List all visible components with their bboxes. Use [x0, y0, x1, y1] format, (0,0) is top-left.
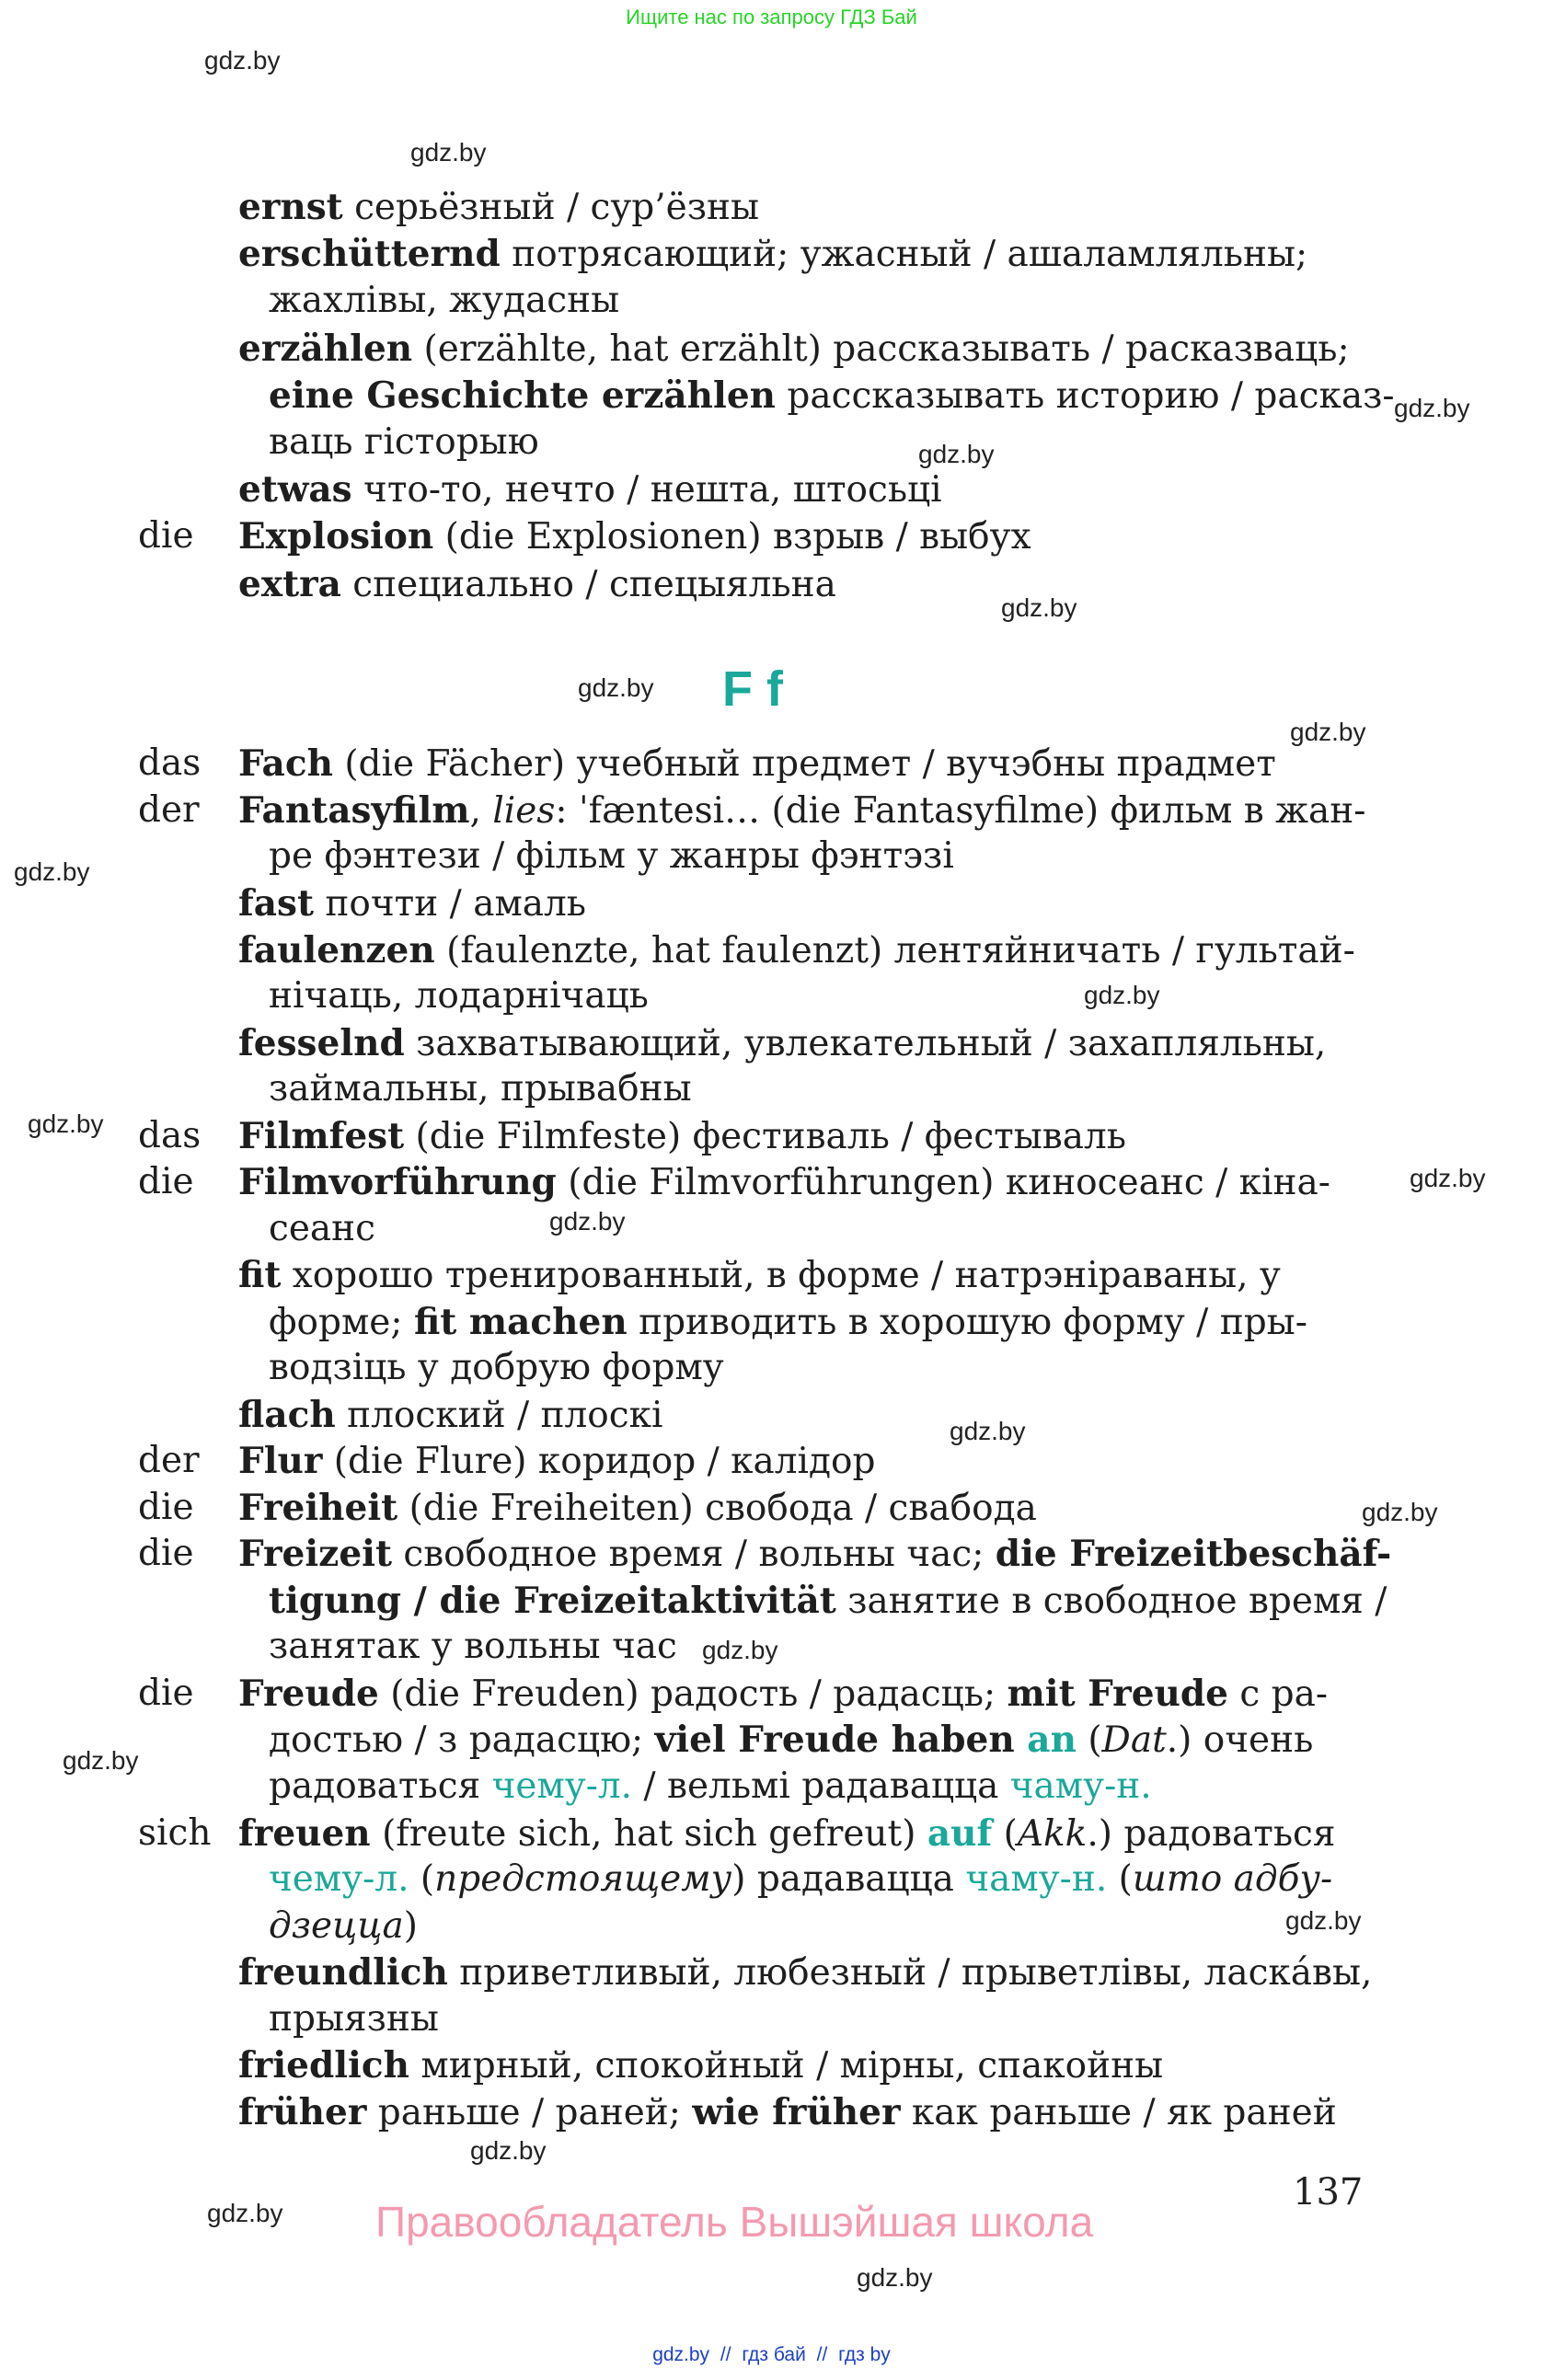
entry-text	[238, 231, 1307, 278]
translation: хорошо тренированный, в форме / натрэніраваны, у	[281, 1255, 1281, 1296]
translation: приводить в хорошую форму / пры-	[627, 1302, 1307, 1343]
footer-separator: //	[720, 2344, 731, 2365]
entry-text	[269, 373, 1395, 420]
headword: erzählen	[238, 328, 413, 370]
grammar-note: чаму-н.	[965, 1858, 1108, 1900]
entry-text	[238, 513, 1031, 560]
entry-text	[269, 1857, 1332, 1903]
translation: (die Filmfeste) фестиваль / фестываль	[404, 1116, 1127, 1157]
section-letter: F f	[722, 661, 783, 717]
watermark: gdz.by	[1084, 981, 1160, 1009]
watermark: gdz.by	[1285, 1906, 1362, 1935]
entry-text	[238, 466, 942, 513]
entry-text	[238, 1671, 1328, 1718]
translation: займальны, прывабны	[269, 1068, 692, 1110]
translation: предстоящему	[434, 1858, 732, 1900]
entry-text	[269, 278, 619, 324]
headword: extra	[238, 563, 341, 605]
translation: (freute sich, hat sich gefreut)	[370, 1813, 927, 1855]
footer-link-gdz[interactable]: gdz.by	[652, 2344, 710, 2365]
entry-text	[269, 1578, 1387, 1625]
grammar-note: чему-л.	[269, 1858, 409, 1900]
translation: специально / спецыяльна	[340, 564, 836, 605]
watermark: gdz.by	[857, 2263, 933, 2292]
translation: (die Freiheiten) свобода / свабода	[397, 1488, 1037, 1529]
entry-text	[269, 1996, 439, 2042]
watermark: gdz.by	[470, 2136, 547, 2165]
entry-text	[238, 1252, 1281, 1299]
watermark: gdz.by	[28, 1110, 104, 1138]
entry-text	[238, 1438, 875, 1485]
footer-link-gdz-bai[interactable]: гдз бай	[742, 2344, 806, 2365]
entry-article: die	[138, 1161, 194, 1202]
watermark: gdz.by	[1394, 394, 1470, 422]
grammar-note: an	[1027, 1719, 1077, 1761]
entry-text	[269, 1206, 375, 1252]
entry-article: die	[138, 1533, 194, 1574]
translation: захватывающий, увлекательный / захапляльны,	[404, 1023, 1327, 1064]
grammar-note: auf	[927, 1812, 993, 1855]
translation: форме;	[269, 1302, 414, 1343]
headword: Filmfest	[238, 1115, 405, 1157]
headword: eine Geschichte erzählen	[269, 374, 776, 417]
entry-article: sich	[138, 1812, 212, 1854]
headword: ernst	[238, 186, 343, 228]
entry-text	[238, 2089, 1337, 2136]
translation: серьёзный / сур’ёзны	[342, 187, 760, 228]
translation: сеанс	[269, 1208, 376, 1249]
translation: мирный, спокойный / мірны, спакойны	[409, 2045, 1164, 2087]
grammar-note: чаму-н.	[1009, 1765, 1152, 1807]
headword: fit machen	[413, 1301, 628, 1343]
entry-text	[238, 2042, 1163, 2089]
watermark: gdz.by	[918, 440, 995, 468]
translation: с ра-	[1227, 1673, 1328, 1715]
headword: Freizeit	[238, 1533, 392, 1575]
translation: )	[403, 1905, 418, 1947]
headword: früher	[238, 2091, 367, 2133]
headword: Freiheit	[238, 1487, 398, 1529]
translation: прыязны	[269, 1998, 439, 2040]
headword: Fach	[238, 742, 333, 785]
entry-text	[238, 1020, 1326, 1067]
watermark: gdz.by	[702, 1636, 778, 1664]
entry-text	[238, 1159, 1330, 1206]
entry-text	[238, 184, 759, 231]
translation: што адбу-	[1132, 1858, 1333, 1900]
translation: lies	[492, 790, 556, 832]
watermark: gdz.by	[63, 1746, 139, 1775]
headword: erschütternd	[238, 233, 501, 275]
translation: (	[409, 1858, 435, 1900]
headword: viel Freude haben	[654, 1719, 1028, 1761]
translation: потрясающий; ужасный / ашаламляльны;	[500, 234, 1308, 275]
translation: раньше / раней;	[366, 2092, 693, 2133]
entry-article: die	[138, 1487, 194, 1528]
entry-text	[238, 880, 586, 927]
translation: что-то, нечто / нешта, штосьці	[351, 469, 942, 511]
entry-text	[238, 1949, 1372, 1996]
watermark: gdz.by	[14, 857, 90, 886]
entry-text	[238, 1113, 1126, 1160]
entry-text	[269, 1066, 692, 1112]
footer-separator: //	[816, 2344, 828, 2365]
translation: жахлівы, жудасны	[269, 280, 620, 321]
entry-text	[269, 834, 954, 880]
entry-text	[269, 1624, 677, 1670]
headword: Filmvorführung	[238, 1161, 557, 1203]
footer-links	[0, 2344, 1543, 2366]
translation: радоваться	[269, 1765, 492, 1807]
translation: ,	[469, 790, 493, 832]
translation: (die Flure) коридор / калідор	[322, 1441, 876, 1482]
translation: плоский / плоскі	[335, 1395, 663, 1436]
translation: / вельмі радавацца	[632, 1765, 1010, 1807]
footer-link-gdz-by[interactable]: гдз by	[838, 2344, 891, 2365]
grammar-note: чему-л.	[491, 1765, 633, 1807]
entry-text	[238, 1531, 1391, 1578]
headword: etwas	[238, 468, 352, 511]
translation: (erzählte, hat erzählt) рассказывать / расказваць;	[412, 328, 1350, 370]
translation: водзіць у добрую форму	[269, 1347, 724, 1388]
entry-article: die	[138, 1673, 194, 1714]
headword: friedlich	[238, 2044, 409, 2087]
headword: fesselnd	[238, 1022, 405, 1064]
entry-text	[238, 741, 1276, 788]
translation: (die Freuden) радость / радасць;	[378, 1673, 1008, 1715]
translation: (	[992, 1813, 1018, 1855]
translation: ваць гісторыю	[269, 421, 539, 463]
translation: (die Filmvorführungen) киносеанс / кіна-	[556, 1162, 1330, 1203]
headword: mit Freude	[1007, 1673, 1228, 1715]
entry-article: der	[138, 789, 200, 831]
entry-article: der	[138, 1440, 200, 1481]
translation: достью / з радасцю;	[269, 1719, 655, 1761]
watermark: gdz.by	[204, 46, 281, 75]
entry-text	[238, 1485, 1037, 1532]
translation: свободное время / вольны час;	[391, 1534, 996, 1575]
entry-article: das	[138, 1115, 202, 1156]
translation: Akk	[1017, 1813, 1088, 1855]
headword: wie früher	[692, 2091, 901, 2133]
translation: нічаць, лодарнічаць	[269, 975, 649, 1017]
headword: flach	[238, 1394, 336, 1436]
entry-text	[238, 1811, 1336, 1857]
translation: (faulenzte, hat faulenzt) лентяйничать / гультай-	[434, 930, 1355, 972]
translation: (die Explosionen) взрыв / выбух	[433, 516, 1031, 558]
translation: ре фэнтези / фільм у жанры фэнтэзі	[269, 835, 954, 877]
entry-text	[269, 420, 539, 466]
watermark: gdz.by	[1001, 593, 1077, 622]
entry-text	[269, 973, 649, 1019]
translation: как раньше / як раней	[900, 2092, 1337, 2133]
translation: Dat	[1101, 1719, 1167, 1761]
translation: занятак у вольны час	[269, 1626, 677, 1667]
entry-text	[269, 1345, 724, 1391]
entry-text	[238, 561, 836, 608]
headword: Flur	[238, 1440, 323, 1482]
translation: .) радоваться	[1087, 1813, 1336, 1855]
watermark: gdz.by	[1362, 1498, 1438, 1526]
headword: fast	[238, 882, 315, 925]
headword: Freude	[238, 1673, 379, 1715]
headword: fit	[238, 1254, 282, 1296]
entry-text	[238, 1392, 662, 1439]
translation: (	[1107, 1858, 1133, 1900]
translation: занятие в свободное время /	[835, 1581, 1388, 1622]
translation: ) радавацца	[731, 1858, 966, 1900]
translation: (die Fächer) учебный предмет / вучэбны прадмет	[332, 743, 1276, 785]
entry-text	[269, 1764, 1152, 1810]
translation: дзецца	[269, 1905, 404, 1947]
translation: почти / амаль	[314, 883, 587, 925]
headword: faulenzen	[238, 929, 435, 972]
entry-text	[238, 788, 1365, 834]
watermark: gdz.by	[410, 138, 487, 167]
page-number: 137	[1293, 2171, 1364, 2213]
entry-text	[269, 1903, 418, 1949]
watermark: gdz.by	[950, 1417, 1026, 1445]
translation: .) очень	[1166, 1719, 1314, 1761]
entry-article: die	[138, 515, 194, 557]
rights-holder: Правообладатель Вышэйшая школа	[375, 2198, 1094, 2246]
translation: приветливый, любезный / прыветлівы, ласка́вы,	[447, 1952, 1373, 1994]
top-banner: Ищите нас по запросу ГДЗ Бай	[626, 6, 917, 29]
entry-text	[238, 326, 1350, 373]
entry-article: das	[138, 742, 202, 784]
watermark: gdz.by	[1290, 718, 1366, 746]
watermark: gdz.by	[578, 673, 654, 702]
watermark: gdz.by	[549, 1207, 626, 1236]
headword: Fantasyfilm	[238, 789, 470, 832]
entry-text	[269, 1299, 1307, 1346]
headword: tigung / die Freizeitaktivität	[269, 1580, 836, 1622]
translation: рассказывать историю / расказ-	[776, 375, 1395, 417]
entry-text	[269, 1717, 1313, 1764]
translation: : ˈfæntesi… (die Fantasyfilme) фильм в жан-	[555, 790, 1366, 832]
headword: Explosion	[238, 515, 434, 558]
headword: freundlich	[238, 1951, 448, 1994]
entry-text	[238, 927, 1355, 974]
translation: (	[1076, 1719, 1102, 1761]
headword: die Freizeitbeschäf-	[995, 1533, 1392, 1575]
watermark: gdz.by	[1410, 1164, 1486, 1192]
headword: freuen	[238, 1812, 371, 1855]
watermark: gdz.by	[207, 2199, 283, 2227]
